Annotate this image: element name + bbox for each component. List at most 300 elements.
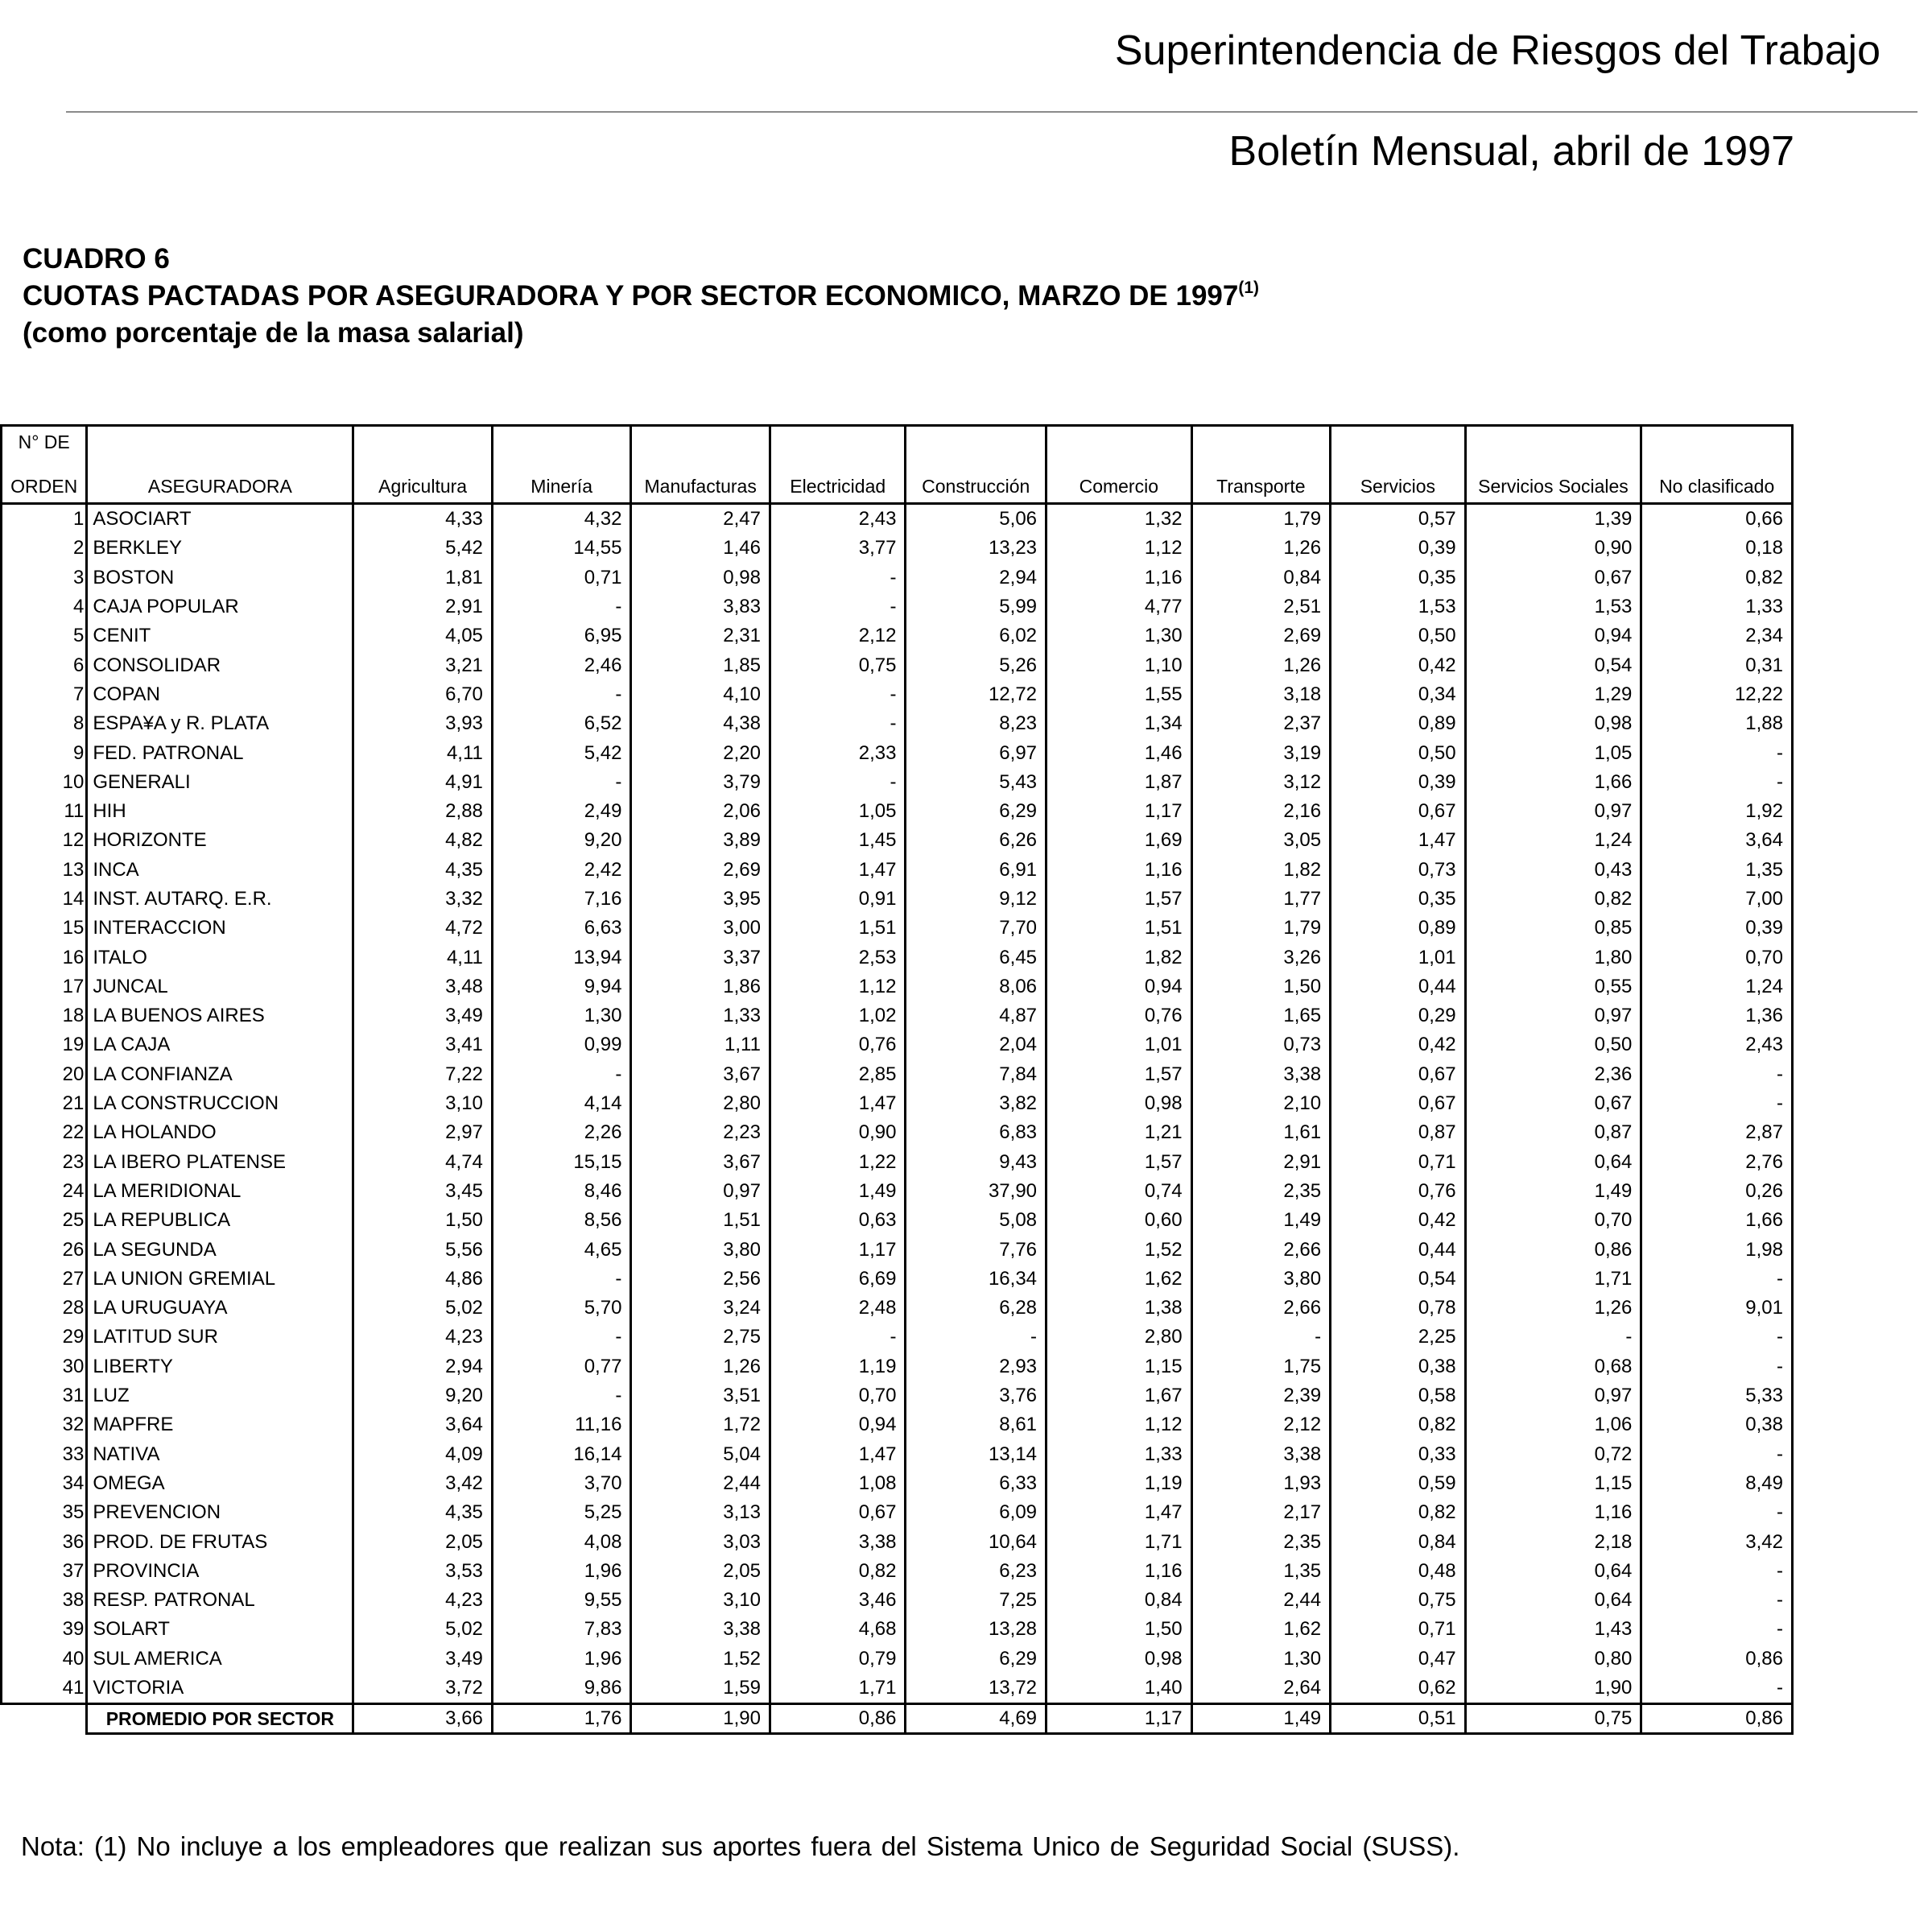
row-sector-value: 1,24 — [1465, 826, 1641, 855]
row-order-number: 25 — [2, 1206, 87, 1235]
row-sector-value: 4,23 — [353, 1323, 493, 1352]
row-sector-value: 0,71 — [1331, 1148, 1466, 1177]
row-sector-value: 1,19 — [770, 1352, 906, 1381]
sector-column-header: Construcción — [906, 464, 1046, 504]
row-sector-value: 9,86 — [492, 1674, 631, 1704]
row-insurer-name: BOSTON — [87, 564, 353, 592]
row-sector-value: 5,08 — [906, 1206, 1046, 1235]
row-sector-value: 3,12 — [1191, 768, 1331, 797]
row-sector-value: 1,65 — [1191, 1001, 1331, 1030]
row-sector-value: 1,82 — [1191, 856, 1331, 885]
row-sector-value: 1,30 — [492, 1001, 631, 1030]
row-sector-value: 7,16 — [492, 885, 631, 914]
row-sector-value: 0,90 — [770, 1118, 906, 1147]
row-sector-value: 2,80 — [1046, 1323, 1192, 1352]
row-sector-value: 1,51 — [631, 1206, 770, 1235]
table-row — [2, 768, 1793, 797]
row-insurer-name: LA MERIDIONAL — [87, 1177, 353, 1206]
table-row — [2, 738, 1793, 767]
row-sector-value: 6,09 — [906, 1498, 1046, 1527]
average-sector-value: 0,75 — [1465, 1704, 1641, 1734]
row-sector-value: 2,66 — [1191, 1294, 1331, 1323]
row-order-number: 35 — [2, 1498, 87, 1527]
row-sector-value: - — [770, 709, 906, 738]
row-sector-value: 1,52 — [1046, 1235, 1192, 1264]
sector-column-header: Agricultura — [353, 464, 493, 504]
row-sector-value: - — [1641, 1498, 1793, 1527]
row-order-number: 12 — [2, 826, 87, 855]
row-sector-value: 2,88 — [353, 797, 493, 826]
row-sector-value: 1,90 — [1465, 1674, 1641, 1704]
average-sector-value: 1,17 — [1046, 1704, 1192, 1734]
row-sector-value: 0,71 — [1331, 1615, 1466, 1644]
row-sector-value: 1,57 — [1046, 1148, 1192, 1177]
row-sector-value: 3,18 — [1191, 680, 1331, 709]
row-sector-value: 5,04 — [631, 1440, 770, 1469]
table-row — [2, 1498, 1793, 1527]
row-insurer-name: LA SEGUNDA — [87, 1235, 353, 1264]
row-sector-value: 2,12 — [1191, 1410, 1331, 1439]
row-sector-value: 4,32 — [492, 504, 631, 535]
row-sector-value: 1,55 — [1046, 680, 1192, 709]
row-order-number: 23 — [2, 1148, 87, 1177]
row-sector-value: 2,35 — [1191, 1527, 1331, 1556]
row-order-number: 31 — [2, 1381, 87, 1410]
row-sector-value: - — [1641, 768, 1793, 797]
row-sector-value: 1,81 — [353, 564, 493, 592]
row-insurer-name: INST. AUTARQ. E.R. — [87, 885, 353, 914]
table-row — [2, 534, 1793, 563]
table-row — [2, 1294, 1793, 1323]
row-sector-value: - — [492, 1323, 631, 1352]
row-sector-value: 1,45 — [770, 826, 906, 855]
row-sector-value: 10,64 — [906, 1527, 1046, 1556]
row-sector-value: 1,98 — [1641, 1235, 1793, 1264]
row-sector-value: 5,56 — [353, 1235, 493, 1264]
table-row — [2, 1323, 1793, 1352]
row-sector-value: 1,16 — [1046, 564, 1192, 592]
row-insurer-name: MAPFRE — [87, 1410, 353, 1439]
row-sector-value: 1,57 — [1046, 885, 1192, 914]
row-sector-value: - — [1641, 1674, 1793, 1704]
row-sector-value: 1,46 — [1046, 738, 1192, 767]
row-sector-value: 2,26 — [492, 1118, 631, 1147]
table-row — [2, 621, 1793, 650]
table-row — [2, 972, 1793, 1001]
row-sector-value: 0,73 — [1191, 1030, 1331, 1059]
row-sector-value: 0,89 — [1331, 914, 1466, 943]
table-row — [2, 1410, 1793, 1439]
table-row — [2, 650, 1793, 679]
row-sector-value: - — [492, 1381, 631, 1410]
row-sector-value: 0,97 — [1465, 797, 1641, 826]
row-sector-value: 3,38 — [770, 1527, 906, 1556]
row-sector-value: 0,67 — [1331, 797, 1466, 826]
row-order-number: 29 — [2, 1323, 87, 1352]
row-sector-value: 3,79 — [631, 768, 770, 797]
row-sector-value: 0,44 — [1331, 1235, 1466, 1264]
row-sector-value: - — [906, 1323, 1046, 1352]
row-sector-value: 0,84 — [1046, 1586, 1192, 1615]
row-sector-value: 3,42 — [1641, 1527, 1793, 1556]
row-insurer-name: OMEGA — [87, 1469, 353, 1498]
row-sector-value: 0,50 — [1331, 621, 1466, 650]
row-sector-value: 2,43 — [770, 504, 906, 535]
row-sector-value: 0,87 — [1331, 1118, 1466, 1147]
row-sector-value: 13,72 — [906, 1674, 1046, 1704]
row-insurer-name: JUNCAL — [87, 972, 353, 1001]
row-sector-value: 0,57 — [1331, 504, 1466, 535]
row-sector-value: 8,61 — [906, 1410, 1046, 1439]
table-row — [2, 797, 1793, 826]
row-sector-value: 0,38 — [1641, 1410, 1793, 1439]
row-sector-value: - — [1641, 1586, 1793, 1615]
row-sector-value: 3,64 — [1641, 826, 1793, 855]
row-sector-value: 1,61 — [1191, 1118, 1331, 1147]
row-sector-value: 6,26 — [906, 826, 1046, 855]
row-sector-value: 3,51 — [631, 1381, 770, 1410]
row-sector-value: 0,68 — [1465, 1352, 1641, 1381]
row-sector-value: 11,16 — [492, 1410, 631, 1439]
row-sector-value: - — [1641, 1060, 1793, 1089]
row-sector-value: 1,59 — [631, 1674, 770, 1704]
row-insurer-name: RESP. PATRONAL — [87, 1586, 353, 1615]
row-sector-value: 0,39 — [1331, 534, 1466, 563]
table-row — [2, 1030, 1793, 1059]
table-row — [2, 1381, 1793, 1410]
table-row — [2, 1615, 1793, 1644]
row-sector-value: 0,31 — [1641, 650, 1793, 679]
row-sector-value: 3,80 — [1191, 1265, 1331, 1294]
table-row — [2, 680, 1793, 709]
row-sector-value: 4,72 — [353, 914, 493, 943]
table-row — [2, 1586, 1793, 1615]
sector-column-header: Manufacturas — [631, 464, 770, 504]
row-insurer-name: LA REPUBLICA — [87, 1206, 353, 1235]
row-sector-value: 6,28 — [906, 1294, 1046, 1323]
row-sector-value: 0,73 — [1331, 856, 1466, 885]
row-order-number: 19 — [2, 1030, 87, 1059]
row-sector-value: 5,70 — [492, 1294, 631, 1323]
bulletin-title: Boletín Mensual, abril de 1997 — [1228, 128, 1794, 175]
row-sector-value: 2,69 — [631, 856, 770, 885]
data-table-container — [0, 424, 1794, 1728]
row-sector-value: - — [492, 1060, 631, 1089]
row-sector-value: 1,57 — [1046, 1060, 1192, 1089]
row-sector-value: 0,76 — [1046, 1001, 1192, 1030]
row-sector-value: 6,29 — [906, 1645, 1046, 1674]
row-sector-value: - — [1641, 1615, 1793, 1644]
row-sector-value: 1,71 — [770, 1674, 906, 1704]
row-sector-value: 3,80 — [631, 1235, 770, 1264]
table-row — [2, 1557, 1793, 1586]
row-sector-value: 8,23 — [906, 709, 1046, 738]
row-sector-value: 0,42 — [1331, 1030, 1466, 1059]
row-order-number: 3 — [2, 564, 87, 592]
row-sector-value: 3,21 — [353, 650, 493, 679]
row-sector-value: 0,82 — [770, 1557, 906, 1586]
sector-column-header: No clasificado — [1641, 464, 1793, 504]
row-sector-value: - — [492, 680, 631, 709]
row-sector-value: 12,22 — [1641, 680, 1793, 709]
row-sector-value: 4,87 — [906, 1001, 1046, 1030]
table-row — [2, 1645, 1793, 1674]
row-sector-value: 2,56 — [631, 1265, 770, 1294]
row-order-number: 8 — [2, 709, 87, 738]
order-column-header: ORDEN — [2, 464, 87, 504]
row-sector-value: 0,64 — [1465, 1557, 1641, 1586]
row-insurer-name: NATIVA — [87, 1440, 353, 1469]
row-sector-value: 7,22 — [353, 1060, 493, 1089]
row-sector-value: 1,87 — [1046, 768, 1192, 797]
table-row — [2, 1265, 1793, 1294]
table-row — [2, 1177, 1793, 1206]
row-sector-value: 2,93 — [906, 1352, 1046, 1381]
row-order-number: 33 — [2, 1440, 87, 1469]
row-sector-value: 3,13 — [631, 1498, 770, 1527]
row-sector-value: 3,76 — [906, 1381, 1046, 1410]
row-sector-value: 1,47 — [770, 1089, 906, 1118]
row-sector-value: 3,95 — [631, 885, 770, 914]
row-sector-value: 1,16 — [1046, 856, 1192, 885]
table-body — [2, 504, 1793, 1734]
row-sector-value: 0,97 — [1465, 1381, 1641, 1410]
row-sector-value: 4,23 — [353, 1586, 493, 1615]
row-sector-value: 1,10 — [1046, 650, 1192, 679]
row-sector-value: 7,84 — [906, 1060, 1046, 1089]
header-divider — [66, 111, 1918, 113]
row-sector-value: 0,94 — [1465, 621, 1641, 650]
row-order-number: 24 — [2, 1177, 87, 1206]
row-sector-value: 3,32 — [353, 885, 493, 914]
row-sector-value: 1,50 — [1046, 1615, 1192, 1644]
row-sector-value: 1,96 — [492, 1557, 631, 1586]
row-sector-value: 0,94 — [770, 1410, 906, 1439]
row-sector-value: 1,67 — [1046, 1381, 1192, 1410]
row-sector-value: 6,02 — [906, 621, 1046, 650]
row-sector-value: 8,56 — [492, 1206, 631, 1235]
row-order-number: 38 — [2, 1586, 87, 1615]
row-insurer-name: SUL AMERICA — [87, 1645, 353, 1674]
row-sector-value: 2,39 — [1191, 1381, 1331, 1410]
row-sector-value: 0,82 — [1641, 564, 1793, 592]
row-sector-value: - — [1641, 1323, 1793, 1352]
table-row — [2, 564, 1793, 592]
row-sector-value: 2,66 — [1191, 1235, 1331, 1264]
row-insurer-name: LIBERTY — [87, 1352, 353, 1381]
sector-column-header: Transporte — [1191, 464, 1331, 504]
row-sector-value: 1,66 — [1641, 1206, 1793, 1235]
row-insurer-name: LA CONFIANZA — [87, 1060, 353, 1089]
row-sector-value: 1,34 — [1046, 709, 1192, 738]
row-sector-value: 6,23 — [906, 1557, 1046, 1586]
row-insurer-name: LA UNION GREMIAL — [87, 1265, 353, 1294]
row-sector-value: 0,86 — [1465, 1235, 1641, 1264]
row-sector-value: 1,17 — [1046, 797, 1192, 826]
row-sector-value: 0,60 — [1046, 1206, 1192, 1235]
row-sector-value: 0,77 — [492, 1352, 631, 1381]
row-sector-value: 1,38 — [1046, 1294, 1192, 1323]
row-sector-value: 2,37 — [1191, 709, 1331, 738]
row-sector-value: - — [770, 768, 906, 797]
row-sector-value: - — [492, 768, 631, 797]
row-sector-value: 1,16 — [1465, 1498, 1641, 1527]
row-sector-value: 2,23 — [631, 1118, 770, 1147]
row-sector-value: 6,70 — [353, 680, 493, 709]
row-insurer-name: COPAN — [87, 680, 353, 709]
row-order-number: 16 — [2, 943, 87, 972]
row-sector-value: 1,88 — [1641, 709, 1793, 738]
row-sector-value: 0,35 — [1331, 885, 1466, 914]
row-order-number: 36 — [2, 1527, 87, 1556]
row-sector-value: 3,46 — [770, 1586, 906, 1615]
table-row — [2, 1440, 1793, 1469]
row-sector-value: 9,43 — [906, 1148, 1046, 1177]
row-order-number: 7 — [2, 680, 87, 709]
row-sector-value: 1,51 — [770, 914, 906, 943]
row-sector-value: 4,65 — [492, 1235, 631, 1264]
row-sector-value: 1,26 — [631, 1352, 770, 1381]
row-sector-value: 1,39 — [1465, 504, 1641, 535]
row-sector-value: 2,16 — [1191, 797, 1331, 826]
row-insurer-name: GENERALI — [87, 768, 353, 797]
row-sector-value: 3,00 — [631, 914, 770, 943]
row-sector-value: 0,90 — [1465, 534, 1641, 563]
row-sector-value: 4,35 — [353, 1498, 493, 1527]
table-row — [2, 504, 1793, 535]
table-row — [2, 826, 1793, 855]
row-order-number: 26 — [2, 1235, 87, 1264]
row-sector-value: 5,99 — [906, 592, 1046, 621]
row-insurer-name: LA BUENOS AIRES — [87, 1001, 353, 1030]
row-sector-value: 2,76 — [1641, 1148, 1793, 1177]
row-sector-value: 1,71 — [1465, 1265, 1641, 1294]
row-sector-value: 0,76 — [1331, 1177, 1466, 1206]
row-sector-value: 3,19 — [1191, 738, 1331, 767]
row-sector-value: 1,49 — [1191, 1206, 1331, 1235]
row-sector-value: 7,25 — [906, 1586, 1046, 1615]
table-row — [2, 1060, 1793, 1089]
row-sector-value: 1,62 — [1046, 1265, 1192, 1294]
row-sector-value: 1,77 — [1191, 885, 1331, 914]
row-insurer-name: PROD. DE FRUTAS — [87, 1527, 353, 1556]
row-sector-value: 1,12 — [770, 972, 906, 1001]
row-insurer-name: VICTORIA — [87, 1674, 353, 1704]
row-sector-value: 2,69 — [1191, 621, 1331, 650]
row-sector-value: 1,35 — [1641, 856, 1793, 885]
row-insurer-name: ASOCIART — [87, 504, 353, 535]
row-sector-value: 2,06 — [631, 797, 770, 826]
row-sector-value: 15,15 — [492, 1148, 631, 1177]
row-sector-value: 2,35 — [1191, 1177, 1331, 1206]
row-sector-value: 4,09 — [353, 1440, 493, 1469]
row-sector-value: 1,12 — [1046, 1410, 1192, 1439]
row-sector-value: 0,35 — [1331, 564, 1466, 592]
row-sector-value: 1,32 — [1046, 504, 1192, 535]
row-sector-value: 5,33 — [1641, 1381, 1793, 1410]
row-sector-value: 1,12 — [1046, 534, 1192, 563]
row-order-number: 6 — [2, 650, 87, 679]
row-sector-value: - — [770, 680, 906, 709]
row-sector-value: 1,53 — [1465, 592, 1641, 621]
row-sector-value: 1,19 — [1046, 1469, 1192, 1498]
row-sector-value: 2,51 — [1191, 592, 1331, 621]
row-insurer-name: INCA — [87, 856, 353, 885]
row-sector-value: - — [1641, 738, 1793, 767]
row-sector-value: 0,33 — [1331, 1440, 1466, 1469]
row-sector-value: 12,72 — [906, 680, 1046, 709]
row-sector-value: 1,05 — [1465, 738, 1641, 767]
row-sector-value: 0,47 — [1331, 1645, 1466, 1674]
row-sector-value: - — [1641, 1265, 1793, 1294]
row-sector-value: 2,44 — [631, 1469, 770, 1498]
row-sector-value: 37,90 — [906, 1177, 1046, 1206]
row-sector-value: - — [492, 592, 631, 621]
row-sector-value: 4,35 — [353, 856, 493, 885]
row-sector-value: 0,72 — [1465, 1440, 1641, 1469]
average-sector-value: 0,51 — [1331, 1704, 1466, 1734]
row-sector-value: 1,86 — [631, 972, 770, 1001]
row-sector-value: 5,02 — [353, 1294, 493, 1323]
row-sector-value: 2,44 — [1191, 1586, 1331, 1615]
row-sector-value: 1,50 — [1191, 972, 1331, 1001]
row-sector-value: 0,78 — [1331, 1294, 1466, 1323]
row-sector-value: 1,40 — [1046, 1674, 1192, 1704]
row-sector-value: 1,11 — [631, 1030, 770, 1059]
row-sector-value: 7,76 — [906, 1235, 1046, 1264]
table-title-text: CUOTAS PACTADAS POR ASEGURADORA Y POR SECTOR ECONOMICO, MARZO DE 1997 — [23, 280, 1239, 312]
row-sector-value: 9,94 — [492, 972, 631, 1001]
row-sector-value: 3,67 — [631, 1060, 770, 1089]
row-sector-value: 0,50 — [1465, 1030, 1641, 1059]
row-insurer-name: LA HOLANDO — [87, 1118, 353, 1147]
row-sector-value: 2,80 — [631, 1089, 770, 1118]
row-sector-value: 13,28 — [906, 1615, 1046, 1644]
row-sector-value: 0,63 — [770, 1206, 906, 1235]
row-sector-value: 14,55 — [492, 534, 631, 563]
row-insurer-name: LA URUGUAYA — [87, 1294, 353, 1323]
row-sector-value: 1,17 — [770, 1235, 906, 1264]
average-sector-value: 0,86 — [1641, 1704, 1793, 1734]
row-order-number: 20 — [2, 1060, 87, 1089]
row-sector-value: 1,49 — [1465, 1177, 1641, 1206]
row-sector-value: 3,49 — [353, 1645, 493, 1674]
sector-column-header: Electricidad — [770, 464, 906, 504]
row-sector-value: 0,74 — [1046, 1177, 1192, 1206]
row-sector-value: 4,68 — [770, 1615, 906, 1644]
row-insurer-name: PREVENCION — [87, 1498, 353, 1527]
row-sector-value: 13,94 — [492, 943, 631, 972]
row-insurer-name: HORIZONTE — [87, 826, 353, 855]
footnote: Nota: (1) No incluye a los empleadores que realizan sus aportes fuera del Sistema Unico de Seguridad Social (SUSS). — [21, 1831, 1460, 1861]
row-sector-value: 3,37 — [631, 943, 770, 972]
table-row — [2, 592, 1793, 621]
row-sector-value: 1,06 — [1465, 1410, 1641, 1439]
row-sector-value: 1,46 — [631, 534, 770, 563]
row-sector-value: 0,84 — [1191, 564, 1331, 592]
row-sector-value: 1,96 — [492, 1645, 631, 1674]
row-sector-value: 0,91 — [770, 885, 906, 914]
row-sector-value: 1,72 — [631, 1410, 770, 1439]
row-sector-value: 1,51 — [1046, 914, 1192, 943]
row-sector-value: 0,39 — [1641, 914, 1793, 943]
average-sector-value: 1,49 — [1191, 1704, 1331, 1734]
row-sector-value: 1,22 — [770, 1148, 906, 1177]
row-insurer-name: LA CONSTRUCCION — [87, 1089, 353, 1118]
row-order-number: 32 — [2, 1410, 87, 1439]
average-row-spacer — [2, 1704, 87, 1734]
row-order-number: 18 — [2, 1001, 87, 1030]
